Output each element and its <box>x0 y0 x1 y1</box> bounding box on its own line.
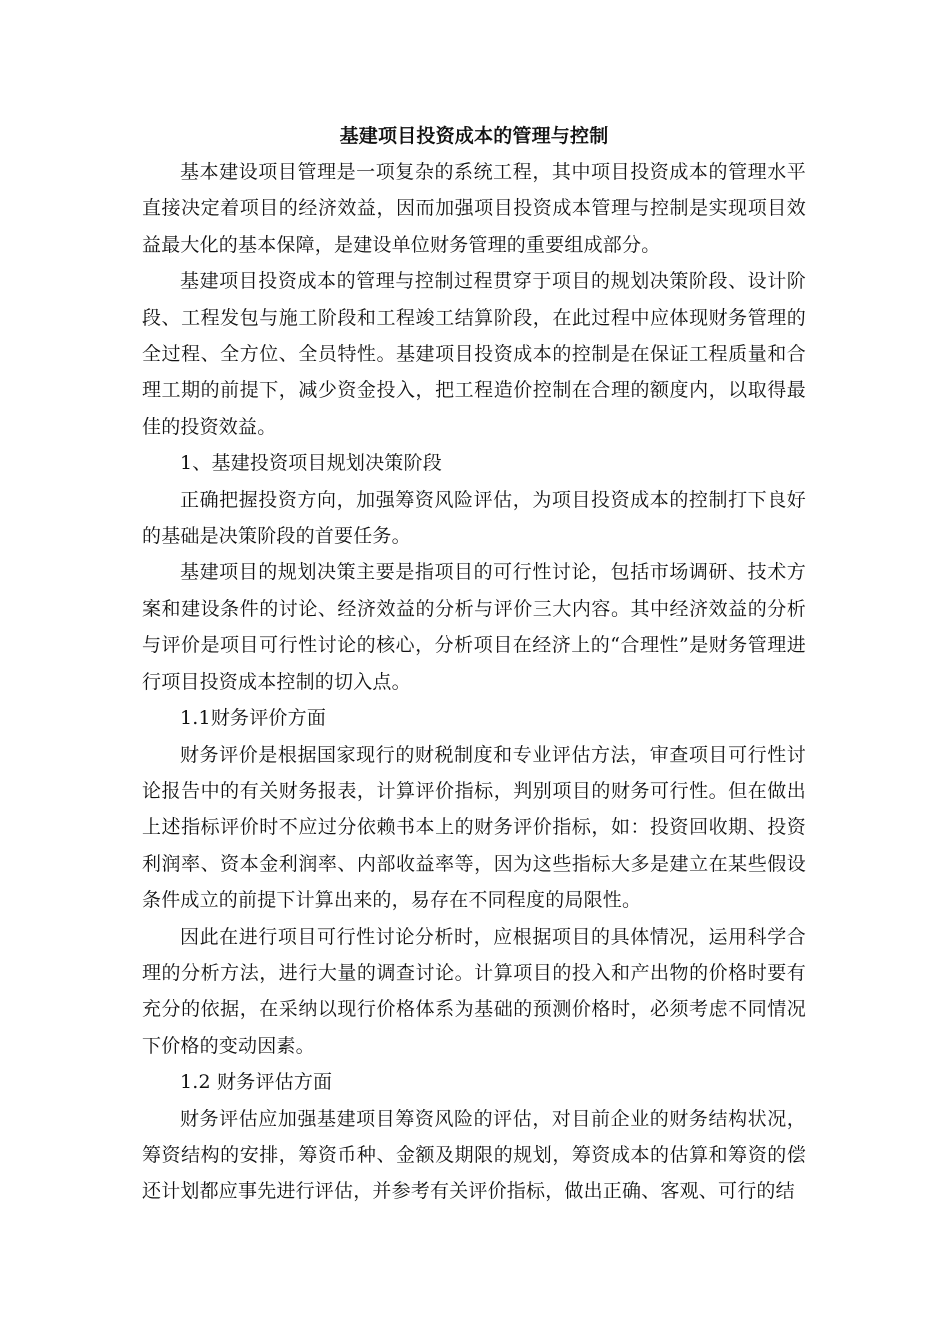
paragraph: 财务评估应加强基建项目筹资风险的评估，对目前企业的财务结构状况，筹资结构的安排，筹资币种、金额及期限的规划，筹资成本的估算和筹资的偿还计划都应事先进行评估，并参考有关评价指标，做出正确、客观、可行的结 <box>142 1107 806 1203</box>
paragraph: 基本建设项目管理是一项复杂的系统工程，其中项目投资成本的管理水平直接决定着项目的经济效益，因而加强项目投资成本管理与控制是实现项目效益最大化的基本保障，是建设单位财务管理的重要组成部分。 <box>142 161 806 256</box>
paragraph: 因此在进行项目可行性讨论分析时，应根据项目的具体情况，运用科学合理的分析方法，进行大量的调查讨论。计算项目的投入和产出物的价格时要有充分的依据，在采纳以现行价格体系为基础的预测价格时，必须考虑不同情况下价格的变动因素。 <box>142 925 806 1057</box>
paragraph: 基建项目投资成本的管理与控制过程贯穿于项目的规划决策阶段、设计阶段、工程发包与施工阶段和工程竣工结算阶段，在此过程中应体现财务管理的全过程、全方位、全员特性。基建项目投资成本的控制是在保证工程质量和合理工期的前提下，减少资金投入，把工程造价控制在合理的额度内，以取得最佳的投资效益。 <box>142 270 806 438</box>
paragraph: 财务评价是根据国家现行的财税制度和专业评估方法，审查项目可行性讨论报告中的有关财务报表，计算评价指标，判别项目的财务可行性。但在做出上述指标评价时不应过分依赖书本上的财务评价指标，如：投资回收期、投资利润率、资本金利润率、内部收益率等，因为这些指标大多是建立在某些假设条件成立的前提下计算出来的，易存在不同程度的局限性。 <box>142 743 806 912</box>
section-heading: 1、基建投资项目规划决策阶段 <box>180 452 442 475</box>
document-title: 基建项目投资成本的管理与控制 <box>339 125 609 147</box>
subsection-heading: 1.2 财务评估方面 <box>180 1071 333 1094</box>
subsection-heading: 1.1财务评价方面 <box>180 707 327 730</box>
paragraph: 基建项目的规划决策主要是指项目的可行性讨论，包括市场调研、技术方案和建设条件的讨论、经济效益的分析与评价三大内容。其中经济效益的分析与评价是项目可行性讨论的核心，分析项目在经济上的“合理性”是财务管理进行项目投资成本控制的切入点。 <box>142 561 806 693</box>
paragraph: 正确把握投资方向，加强筹资风险评估，为项目投资成本的控制打下良好的基础是决策阶段的首要任务。 <box>142 488 806 548</box>
document-body <box>142 118 806 1210</box>
